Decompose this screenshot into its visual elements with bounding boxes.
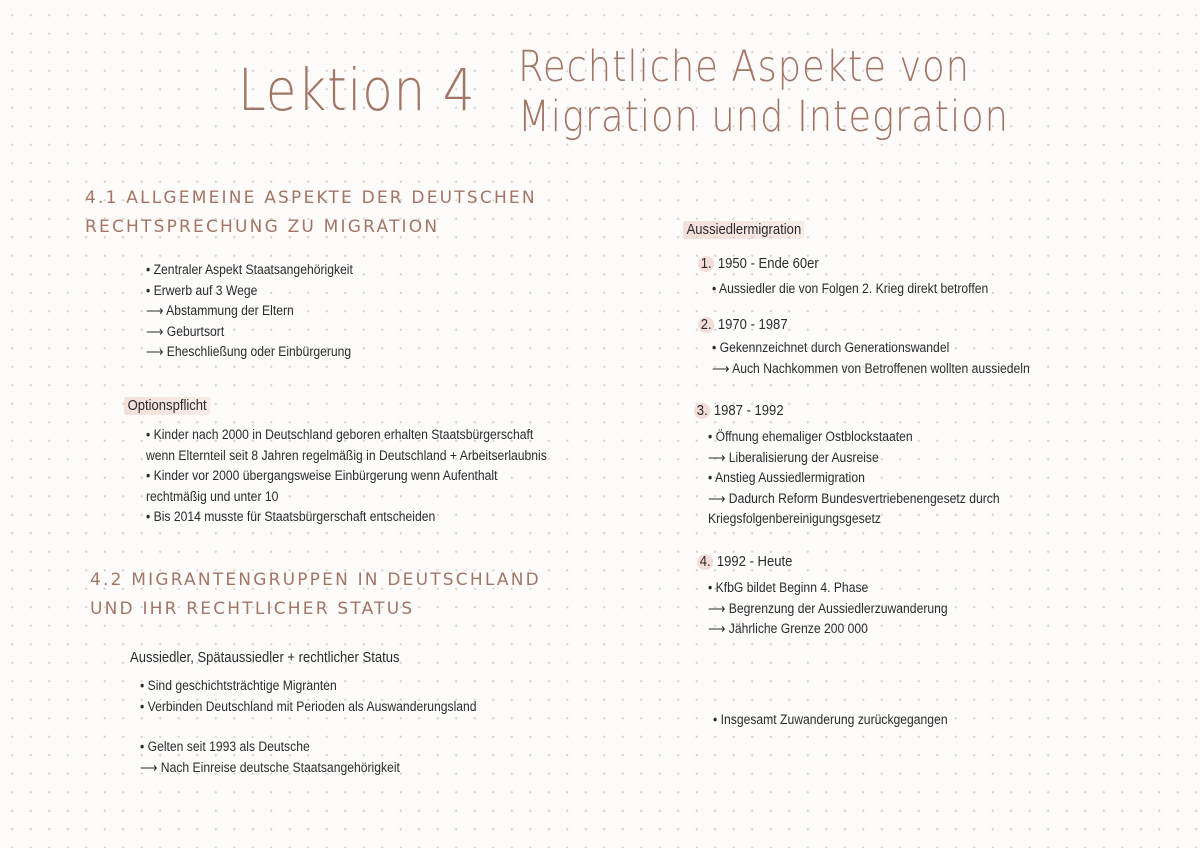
- phase-2-heading: [698, 317, 788, 333]
- list-item: • Aussiedler die von Folgen 2. Krieg direkt betroffen: [712, 281, 989, 296]
- list-item: ⟶ Auch Nachkommen von Betroffenen wollten aussiedeln: [712, 360, 1030, 376]
- list-item: • Öffnung ehemaliger Ostblockstaaten: [708, 429, 913, 444]
- section-4-2-heading: [90, 566, 541, 624]
- list-item: ⟶ Abstammung der Eltern: [146, 303, 294, 318]
- staatsangehoerigkeit-list: [146, 260, 353, 363]
- list-item: ⟶ Eheschließung oder Einbürgerung: [146, 344, 352, 359]
- lesson-title: Lektion 4: [238, 56, 476, 124]
- phase-period: 1992 - Heute: [716, 554, 793, 570]
- heading-line-1: 4.2 MIGRANTENGRUPPEN IN DEUTSCHLAND: [90, 570, 541, 590]
- aussiedler-list-a: [140, 676, 477, 717]
- phase-period: 1950 - Ende 60er: [717, 256, 819, 272]
- list-item: • Kinder vor 2000 übergangsweise Einbürgerung wenn Aufenthalt: [146, 468, 498, 483]
- phase-3-heading: [694, 403, 784, 419]
- phase-period: 1970 - 1987: [717, 317, 788, 333]
- list-item: • Verbinden Deutschland mit Perioden als Auswanderungsland: [140, 698, 477, 714]
- heading-line-2: UND IHR RECHTLICHER STATUS: [90, 599, 415, 619]
- list-item: ⟶ Dadurch Reform Bundesvertriebenengesetz durch: [708, 490, 1000, 506]
- topic-title-line-2: Migration und Integration: [518, 92, 1009, 142]
- list-item: rechtmäßig und unter 10: [146, 488, 279, 504]
- list-item: ⟶ Begrenzung der Aussiedlerzuwanderung: [708, 600, 948, 616]
- list-item: • Zentraler Aspekt Staatsangehörigkeit: [146, 262, 353, 277]
- list-item: ⟶ Nach Einreise deutsche Staatsangehörigkeit: [140, 759, 400, 775]
- phase-1-heading: [698, 256, 819, 272]
- list-item: ⟶ Jährliche Grenze 200 000: [708, 621, 868, 636]
- list-item: wenn Elternteil seit 8 Jahren regelmäßig in Deutschland + Arbeitserlaubnis: [146, 447, 547, 463]
- phase-number: 2.: [698, 317, 714, 333]
- lesson-topic-title: [518, 42, 1009, 142]
- list-item: ⟶ Liberalisierung der Ausreise: [708, 449, 879, 465]
- list-item: • Erwerb auf 3 Wege: [146, 282, 258, 298]
- list-item: • Gelten seit 1993 als Deutsche: [140, 739, 310, 754]
- list-item: • Gekennzeichnet durch Generationswandel: [712, 340, 950, 355]
- list-item: Kriegsfolgenbereinigungsgesetz: [708, 511, 881, 526]
- phase-number: 3.: [694, 403, 710, 419]
- highlight-marker: Optionspflicht: [124, 397, 210, 415]
- list-item: • Bis 2014 musste für Staatsbürgerschaft entscheiden: [146, 509, 436, 524]
- phase-number: 1.: [698, 256, 714, 272]
- list-item: • Sind geschichtsträchtige Migranten: [140, 678, 337, 693]
- highlight-marker: Aussiedlermigration: [683, 221, 805, 239]
- phase-2-list: [712, 338, 1030, 379]
- aussiedler-list-b: [140, 737, 400, 778]
- aussiedler-subheading: Aussiedler, Spätaussiedler + rechtlicher Status: [130, 650, 400, 666]
- list-item: • KfbG bildet Beginn 4. Phase: [708, 580, 869, 595]
- aussiedlermigration-label: [683, 222, 805, 238]
- list-item: • Anstieg Aussiedlermigration: [708, 470, 865, 485]
- final-note: • Insgesamt Zuwanderung zurückgegangen: [713, 712, 948, 727]
- phase-3-list: [708, 427, 1000, 530]
- heading-line-1: 4.1 ALLGEMEINE ASPEKTE DER DEUTSCHEN: [85, 188, 537, 208]
- optionspflicht-label: [124, 398, 210, 414]
- section-4-1-heading: [85, 184, 537, 242]
- topic-title-line-1: Rechtliche Aspekte von: [518, 42, 970, 92]
- heading-line-2: RECHTSPRECHUNG ZU MIGRATION: [85, 217, 440, 237]
- phase-period: 1987 - 1992: [713, 403, 784, 419]
- phase-number: 4.: [697, 554, 713, 570]
- phase-4-list: [708, 578, 948, 640]
- phase-1-list: [712, 279, 988, 300]
- optionspflicht-list: [146, 425, 547, 528]
- phase-4-heading: [697, 554, 792, 570]
- list-item: ⟶ Geburtsort: [146, 323, 225, 339]
- list-item: • Kinder nach 2000 in Deutschland geboren erhalten Staatsbürgerschaft: [146, 427, 534, 442]
